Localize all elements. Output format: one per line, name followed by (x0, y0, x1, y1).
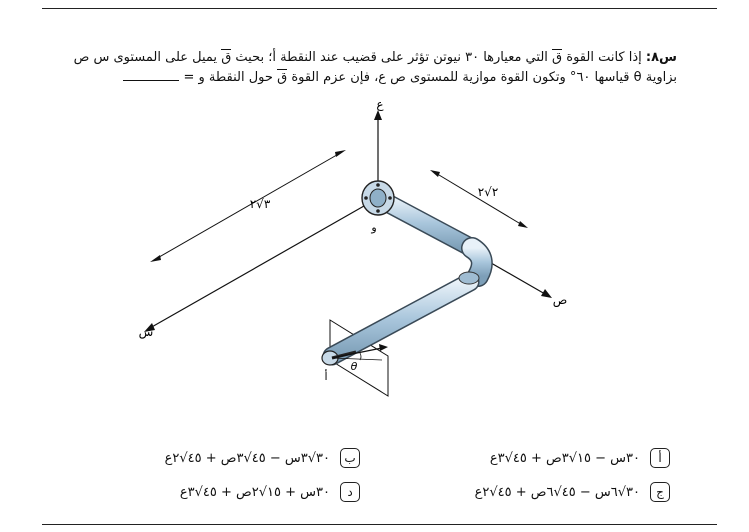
answer-blank (123, 68, 179, 81)
question-line-1: س٨: إذا كانت القوة ق التي معيارها ٣٠ نيوتن تؤثر على قضيب عند النقطة أ؛ بحيث ق يميل على المستوى س ص (37, 48, 677, 68)
choice-d[interactable] (180, 482, 360, 502)
x-axis-label: س (138, 325, 154, 339)
choice-c-letter: ج (650, 482, 670, 502)
x-axis (150, 198, 378, 328)
dim-arrow-icon (150, 255, 161, 262)
top-rule (42, 8, 717, 9)
question-text (37, 48, 677, 88)
bolt-icon (388, 196, 392, 200)
dim-arrow-icon (335, 150, 346, 157)
choice-b[interactable] (165, 448, 360, 468)
pipe-joint (459, 272, 479, 284)
flange-center (370, 189, 386, 207)
dim-line-long (154, 152, 342, 260)
z-axis-label: ع (376, 98, 384, 111)
bolt-icon (376, 183, 380, 187)
choice-d-letter: د (340, 482, 360, 502)
choice-c[interactable] (475, 482, 670, 502)
choice-a-letter: أ (650, 448, 670, 468)
z-arrow-icon (374, 110, 382, 120)
pipe-segment-lower (332, 282, 470, 356)
dim-arrow-icon (518, 221, 528, 228)
origin-label: و (371, 221, 377, 234)
bolt-icon (364, 196, 368, 200)
y-axis-label: ص (552, 293, 568, 307)
dim-arrow-icon (430, 170, 440, 177)
dim-long-label: ٣√٢ (249, 197, 271, 211)
choice-d-text: ٣٠س + ١٥√٢ص + ٤٥√٣ع (179, 484, 330, 500)
angle-label: θ (350, 360, 358, 373)
rod-diagram (120, 98, 580, 398)
force-arrow-icon (379, 344, 388, 351)
y-arrow-icon (541, 289, 552, 298)
bottom-rule (42, 524, 717, 525)
choice-b-text: ٣٠√٣س − ٤٥√٣ص + ٤٥√٢ع (164, 450, 330, 466)
pipe-elbow (472, 248, 482, 276)
point-a-label: أ (324, 370, 328, 383)
choice-c-text: ٣٠√٦س − ٤٥√٦ص + ٤٥√٢ع (474, 484, 640, 500)
dim-line-short (434, 172, 524, 226)
choice-a[interactable] (490, 448, 670, 468)
question-line-2: بزاوية θ قياسها ٦٠° وتكون القوة موازية للمستوى ص ع، فإن عزم القوة ق حول النقطة و = (37, 68, 677, 88)
vector-f: ق (277, 68, 287, 88)
dim-short-label: ٢√٢ (477, 185, 499, 199)
vector-f: ق (221, 48, 231, 68)
angle-arc (360, 353, 361, 360)
choice-b-letter: ب (340, 448, 360, 468)
vector-f: ق (552, 48, 562, 68)
choice-a-text: ٣٠س − ١٥√٣ص + ٤٥√٣ع (489, 450, 640, 466)
bolt-icon (376, 209, 380, 213)
question-number: س٨: (645, 50, 677, 65)
